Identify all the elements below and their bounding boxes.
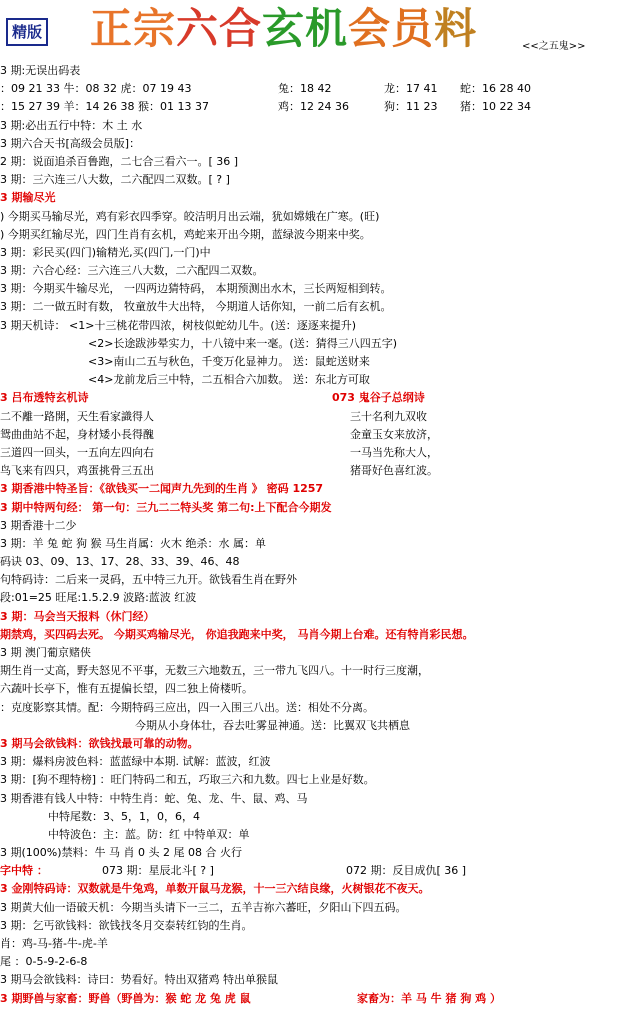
row-text: 3 期：[狗不理特榜] ：旺门特码二和五，巧取三六和九数。四七上业是好数。	[0, 773, 375, 787]
row-text: 3 期:必出五行中特：木 土 水	[0, 118, 143, 132]
text-row	[0, 699, 621, 717]
text-row	[0, 462, 621, 480]
row-text: 3 期马会欲钱料：诗曰：势看好。特出双猪鸡 特出单猴鼠	[0, 973, 278, 987]
row-text: 3 期：三六连三八大数，二六配四二双数。[ ? ]	[0, 173, 230, 187]
row-cell: 今期从小身体壮，吞去吐雾显神通。送：比翼双飞共栖息	[135, 718, 410, 732]
text-row	[0, 408, 621, 426]
row-cell: ：15 27 39 羊：14 26 38 猴：01 13 37	[0, 100, 209, 114]
text-row	[0, 917, 621, 935]
text-row	[0, 80, 621, 98]
row-cell: 三道四一回头，一五向左四向右	[0, 445, 154, 459]
text-row	[0, 844, 621, 862]
row-text: 段:01=25 旺尾:1.5.2.9 波路:蓝波 红波	[0, 591, 197, 605]
row-cell: <2>长途跋涉晕实力，十八镜中来一毫。(送：猜得三八四五字)	[88, 336, 398, 350]
row-cell: 中特尾数：3、5，1，0，6，4	[48, 809, 200, 823]
text-row	[0, 608, 621, 626]
text-row	[0, 571, 621, 589]
row-text: 码诀 03、09、13、17、28、33、39、46、48	[0, 555, 240, 569]
text-row	[0, 953, 621, 971]
row-cell: 二不離一路開，天生看家識得人	[0, 409, 154, 423]
text-row	[0, 135, 621, 153]
text-row	[0, 444, 621, 462]
row-text: 3 期六合天书[高级会员版]：	[0, 136, 141, 150]
row-text: 3 期 澳门葡京赌侠	[0, 646, 91, 659]
row-cell: 鸳曲曲站不起，身材矮小長得醜	[0, 427, 154, 441]
row-cell: 073 期：星辰北斗[ ? ]	[102, 864, 214, 878]
text-row	[0, 553, 621, 571]
text-row	[0, 262, 621, 280]
text-row	[0, 644, 621, 662]
row-cell: 一马当先称大人，	[350, 445, 438, 459]
text-row	[0, 880, 621, 898]
row-text: 3 期天机诗： <1>十三桃花带四浓，树枝似蛇幼儿牛。(送：逐逐来提升)	[0, 318, 357, 332]
text-row	[0, 62, 621, 80]
row-cell: 3 吕布透特玄机诗	[0, 391, 89, 405]
text-row	[0, 499, 621, 517]
text-row	[0, 189, 621, 207]
text-row	[0, 317, 621, 335]
row-text: 3 期：二一做五时有数， 牧童放牛大出特， 今期道人话你知，一前二后有玄机。	[0, 300, 392, 314]
text-row	[0, 717, 621, 735]
row-text: 3 期：羊 兔 蛇 狗 猴 马生肖属：火木 绝杀：水 属：单	[0, 536, 266, 550]
text-row	[0, 899, 621, 917]
row-cell: 073 鬼谷子总纲诗	[332, 391, 425, 405]
title-part: 料	[434, 4, 478, 53]
text-row	[0, 98, 621, 116]
text-row	[0, 790, 621, 808]
author-tag: <<之五鬼>>	[522, 41, 586, 52]
text-row	[0, 371, 621, 389]
text-row	[0, 335, 621, 353]
row-text: 3 金刚特码诗：双数就是牛兔鸡，单数开鼠马龙猴，十一三六结良缘，火树银花不夜天。	[0, 882, 430, 896]
row-text: 3 期：彩民买(四门)输精光,买(四门,一门)中	[0, 245, 211, 259]
row-text: 期禁鸡，买四码去死。 今期买鸡输尽光， 你追我跑来中奖， 马肖今期上台难。还有特肖彩民想。	[0, 627, 474, 641]
row-text: ) 今期买马输尽光，鸡有彩衣四季穿。皎洁明月出云端，犹如嫦娥在广寒。(旺)	[0, 209, 380, 223]
text-row	[0, 971, 621, 989]
row-cell: 072 期：反目成仇[ 36 ]	[346, 864, 467, 878]
row-text: 2 期：说面追杀百鲁跑，二七合三看六一。[ 36 ]	[0, 154, 239, 168]
row-text: 期生肖一丈高，野夫怒见不平事，无数三六地数五，三一带九飞四八。十一时行三度潮，	[0, 664, 429, 678]
row-text: 3 期：六合心经：三六连三八大数，二六配四二双数。	[0, 264, 264, 278]
text-row	[0, 244, 621, 262]
text-row	[0, 680, 621, 698]
row-text: 3 期香港十二少	[0, 518, 77, 532]
row-cell: ：09 21 33 牛：08 32 虎：07 19 43	[0, 82, 192, 96]
text-row	[0, 153, 621, 171]
row-text: 3 期(100%)禁料：牛 马 肖 0 头 2 尾 08 合 火行	[0, 846, 242, 860]
row-text: 六蔬叶长亭下，惟有五提偏长望，四二独上倚楼听。	[0, 682, 253, 696]
text-row	[0, 862, 621, 880]
text-row	[0, 117, 621, 135]
row-text: 3 期：爆料房波色料：蓝蓝绿中本期. 试解：蓝波，红波	[0, 755, 271, 769]
text-row	[0, 935, 621, 953]
text-row	[0, 990, 621, 1008]
row-text: 3 期：今期买牛输尽光， 一四两边猜特码， 本期预测出水木，三长两短相到转。	[0, 282, 392, 296]
text-row	[0, 735, 621, 753]
text-row	[0, 480, 621, 498]
row-cell: 中特波色：主：蓝。防：红 中特单双：单	[48, 827, 250, 841]
row-text: 3 期黄大仙一语破天机：今期当头请下一三二，五羊吉祢六蕃旺，夕阳山下四五码。	[0, 900, 407, 914]
row-text: ：克度影察其情。配：今期特码三应出，四一入围三八出。送：相处不分离。	[0, 700, 374, 714]
title-part: 六合	[176, 4, 263, 53]
page-title	[90, 0, 477, 58]
text-row	[0, 171, 621, 189]
row-text: 3 期输尽光	[0, 191, 56, 205]
header	[0, 0, 621, 58]
row-cell: 字中特 ：	[0, 864, 48, 878]
row-text: 3 期：乞丐欲钱料：欲钱找冬月交泰转红钧的生肖。	[0, 918, 253, 932]
row-text: 肖：鸡-马-猪-牛-虎-羊	[0, 937, 108, 950]
text-row	[0, 535, 621, 553]
content-rows	[0, 62, 621, 1008]
version-badge: 精版	[6, 18, 48, 46]
text-row	[0, 298, 621, 316]
row-cell: 3 期野兽与家畜：野兽（野兽为：猴 蛇 龙 兔 虎 鼠	[0, 991, 251, 1005]
row-text: 句特码诗：二后来一灵码，五中特三九开。欲钱看生肖在野外	[0, 573, 297, 587]
row-cell: 鸡：12 24 36	[278, 100, 349, 114]
row-cell: 蛇：16 28 40	[460, 82, 531, 96]
row-text: 3 期中特两句经： 第一句：三九二二特头奖 第二句:上下配合今期发	[0, 500, 332, 514]
text-row	[0, 662, 621, 680]
text-row	[0, 389, 621, 407]
row-text: 3 期香港中特圣旨：《欲钱买一二闻声九先到的生肖 》 密码 1257	[0, 482, 324, 496]
text-row	[0, 208, 621, 226]
row-text: ) 今期买红输尽光，四门生肖有玄机，鸡蛇来开出今期，蓝绿波今期来中奖。	[0, 227, 371, 241]
text-row	[0, 753, 621, 771]
text-row	[0, 280, 621, 298]
row-text: 3 期马会欲钱料：欲钱找最可靠的动物。	[0, 736, 199, 750]
row-text: 3 期香港有钱人中特：中特生肖：蛇、兔、龙、牛、鼠、鸡、马	[0, 791, 308, 805]
row-text: 3 期：马会当天报料（休门经）	[0, 609, 155, 623]
text-row	[0, 826, 621, 844]
row-cell: 鸟飞来有四只，鸡蛋挑骨三五出	[0, 464, 154, 478]
row-cell: 龙：17 41	[384, 82, 438, 96]
row-cell: <4>龙前龙后三中特，二五相合六加数。 送：东北方可取	[88, 373, 370, 387]
row-text: 3 期:无误出码表	[0, 64, 81, 77]
row-cell: 猪：10 22 34	[460, 100, 531, 114]
text-row	[0, 426, 621, 444]
title-part: 正宗	[90, 4, 177, 53]
text-row	[0, 589, 621, 607]
text-row	[0, 517, 621, 535]
row-text: 尾 ：0-5-9-2-6-8	[0, 955, 88, 969]
row-cell: <3>南山二五与秋色，千变万化显神力。 送：鼠蛇送财来	[88, 355, 370, 368]
text-row	[0, 226, 621, 244]
title-part: 会员	[348, 4, 435, 53]
title-part: 玄机	[262, 4, 349, 53]
row-cell: 猪哥好色喜红波。	[350, 464, 438, 478]
text-row	[0, 808, 621, 826]
row-cell: 兔：18 42	[278, 82, 332, 96]
text-row	[0, 626, 621, 644]
row-cell: 狗：11 23	[384, 100, 438, 114]
row-cell: 金童玉女来放济，	[350, 427, 438, 441]
row-cell: 家畜为：羊 马 牛 猪 狗 鸡 ）	[357, 991, 501, 1005]
row-cell: 三十名利九双收	[350, 409, 427, 423]
text-row	[0, 353, 621, 371]
text-row	[0, 771, 621, 789]
